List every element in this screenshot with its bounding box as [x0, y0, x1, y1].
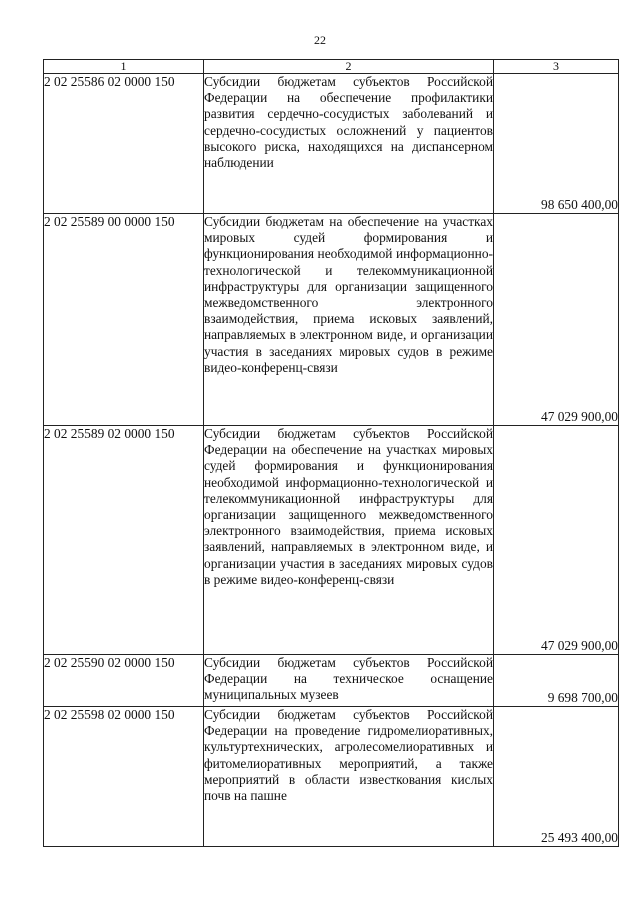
table-row — [44, 707, 619, 847]
amount-cell: 9 698 700,00 — [494, 655, 619, 707]
description-cell: Субсидии бюджетам субъектов Российской Федерации на обеспечение профилактики развития сердечно-сосудистых заболеваний и сердечно-сосудистых осложнений у пациентов высокого риска, находящихся на диспансерном наблюдении — [204, 74, 494, 214]
budget-revenue-table — [43, 59, 619, 847]
description-cell: Субсидии бюджетам субъектов Российской Федерации на обеспечение на участках мировых судей формирования и функционирования необходимой информационно-технологической и телекоммуникационной инфраструктуры для организации защищенного межведомственного электронного взаимодействия, приема исковых заявлений, направляемых в электронном виде, и организации участия в заседаниях мировых судов в режиме видео-конференц-связи — [204, 426, 494, 655]
description-cell: Субсидии бюджетам субъектов Российской Федерации на проведение гидромелиоративных, культуртехнических, агролесомелиоративных и фитомелиоративных мероприятий, а также мероприятий в области известкования кислых почв на пашне — [204, 707, 494, 847]
table-row — [44, 74, 619, 214]
amount-cell: 47 029 900,00 — [494, 426, 619, 655]
table-header-row — [44, 60, 619, 74]
table-row — [44, 426, 619, 655]
amount-cell: 98 650 400,00 — [494, 74, 619, 214]
page-number: 22 — [314, 33, 326, 47]
column-header-1: 1 — [44, 60, 204, 74]
column-header-3: 3 — [494, 60, 619, 74]
description-cell: Субсидии бюджетам субъектов Российской Федерации на техническое оснащение муниципальных музеев — [204, 655, 494, 707]
budget-code-cell: 2 02 25589 00 0000 150 — [44, 214, 204, 426]
amount-cell: 25 493 400,00 — [494, 707, 619, 847]
column-header-2: 2 — [204, 60, 494, 74]
budget-code-cell: 2 02 25598 02 0000 150 — [44, 707, 204, 847]
description-cell: Субсидии бюджетам на обеспечение на участках мировых судей формирования и функционирования необходимой информационно-технологической и телекоммуникационной инфраструктуры для организации защищенного межведомственного электронного взаимодействия, приема исковых заявлений, направляемых в электронном виде, и организации участия в заседаниях мировых судов в режиме видео-конференц-связи — [204, 214, 494, 426]
budget-code-cell: 2 02 25590 02 0000 150 — [44, 655, 204, 707]
table-row — [44, 655, 619, 707]
budget-code-cell: 2 02 25586 02 0000 150 — [44, 74, 204, 214]
table-row — [44, 214, 619, 426]
amount-cell: 47 029 900,00 — [494, 214, 619, 426]
budget-code-cell: 2 02 25589 02 0000 150 — [44, 426, 204, 655]
